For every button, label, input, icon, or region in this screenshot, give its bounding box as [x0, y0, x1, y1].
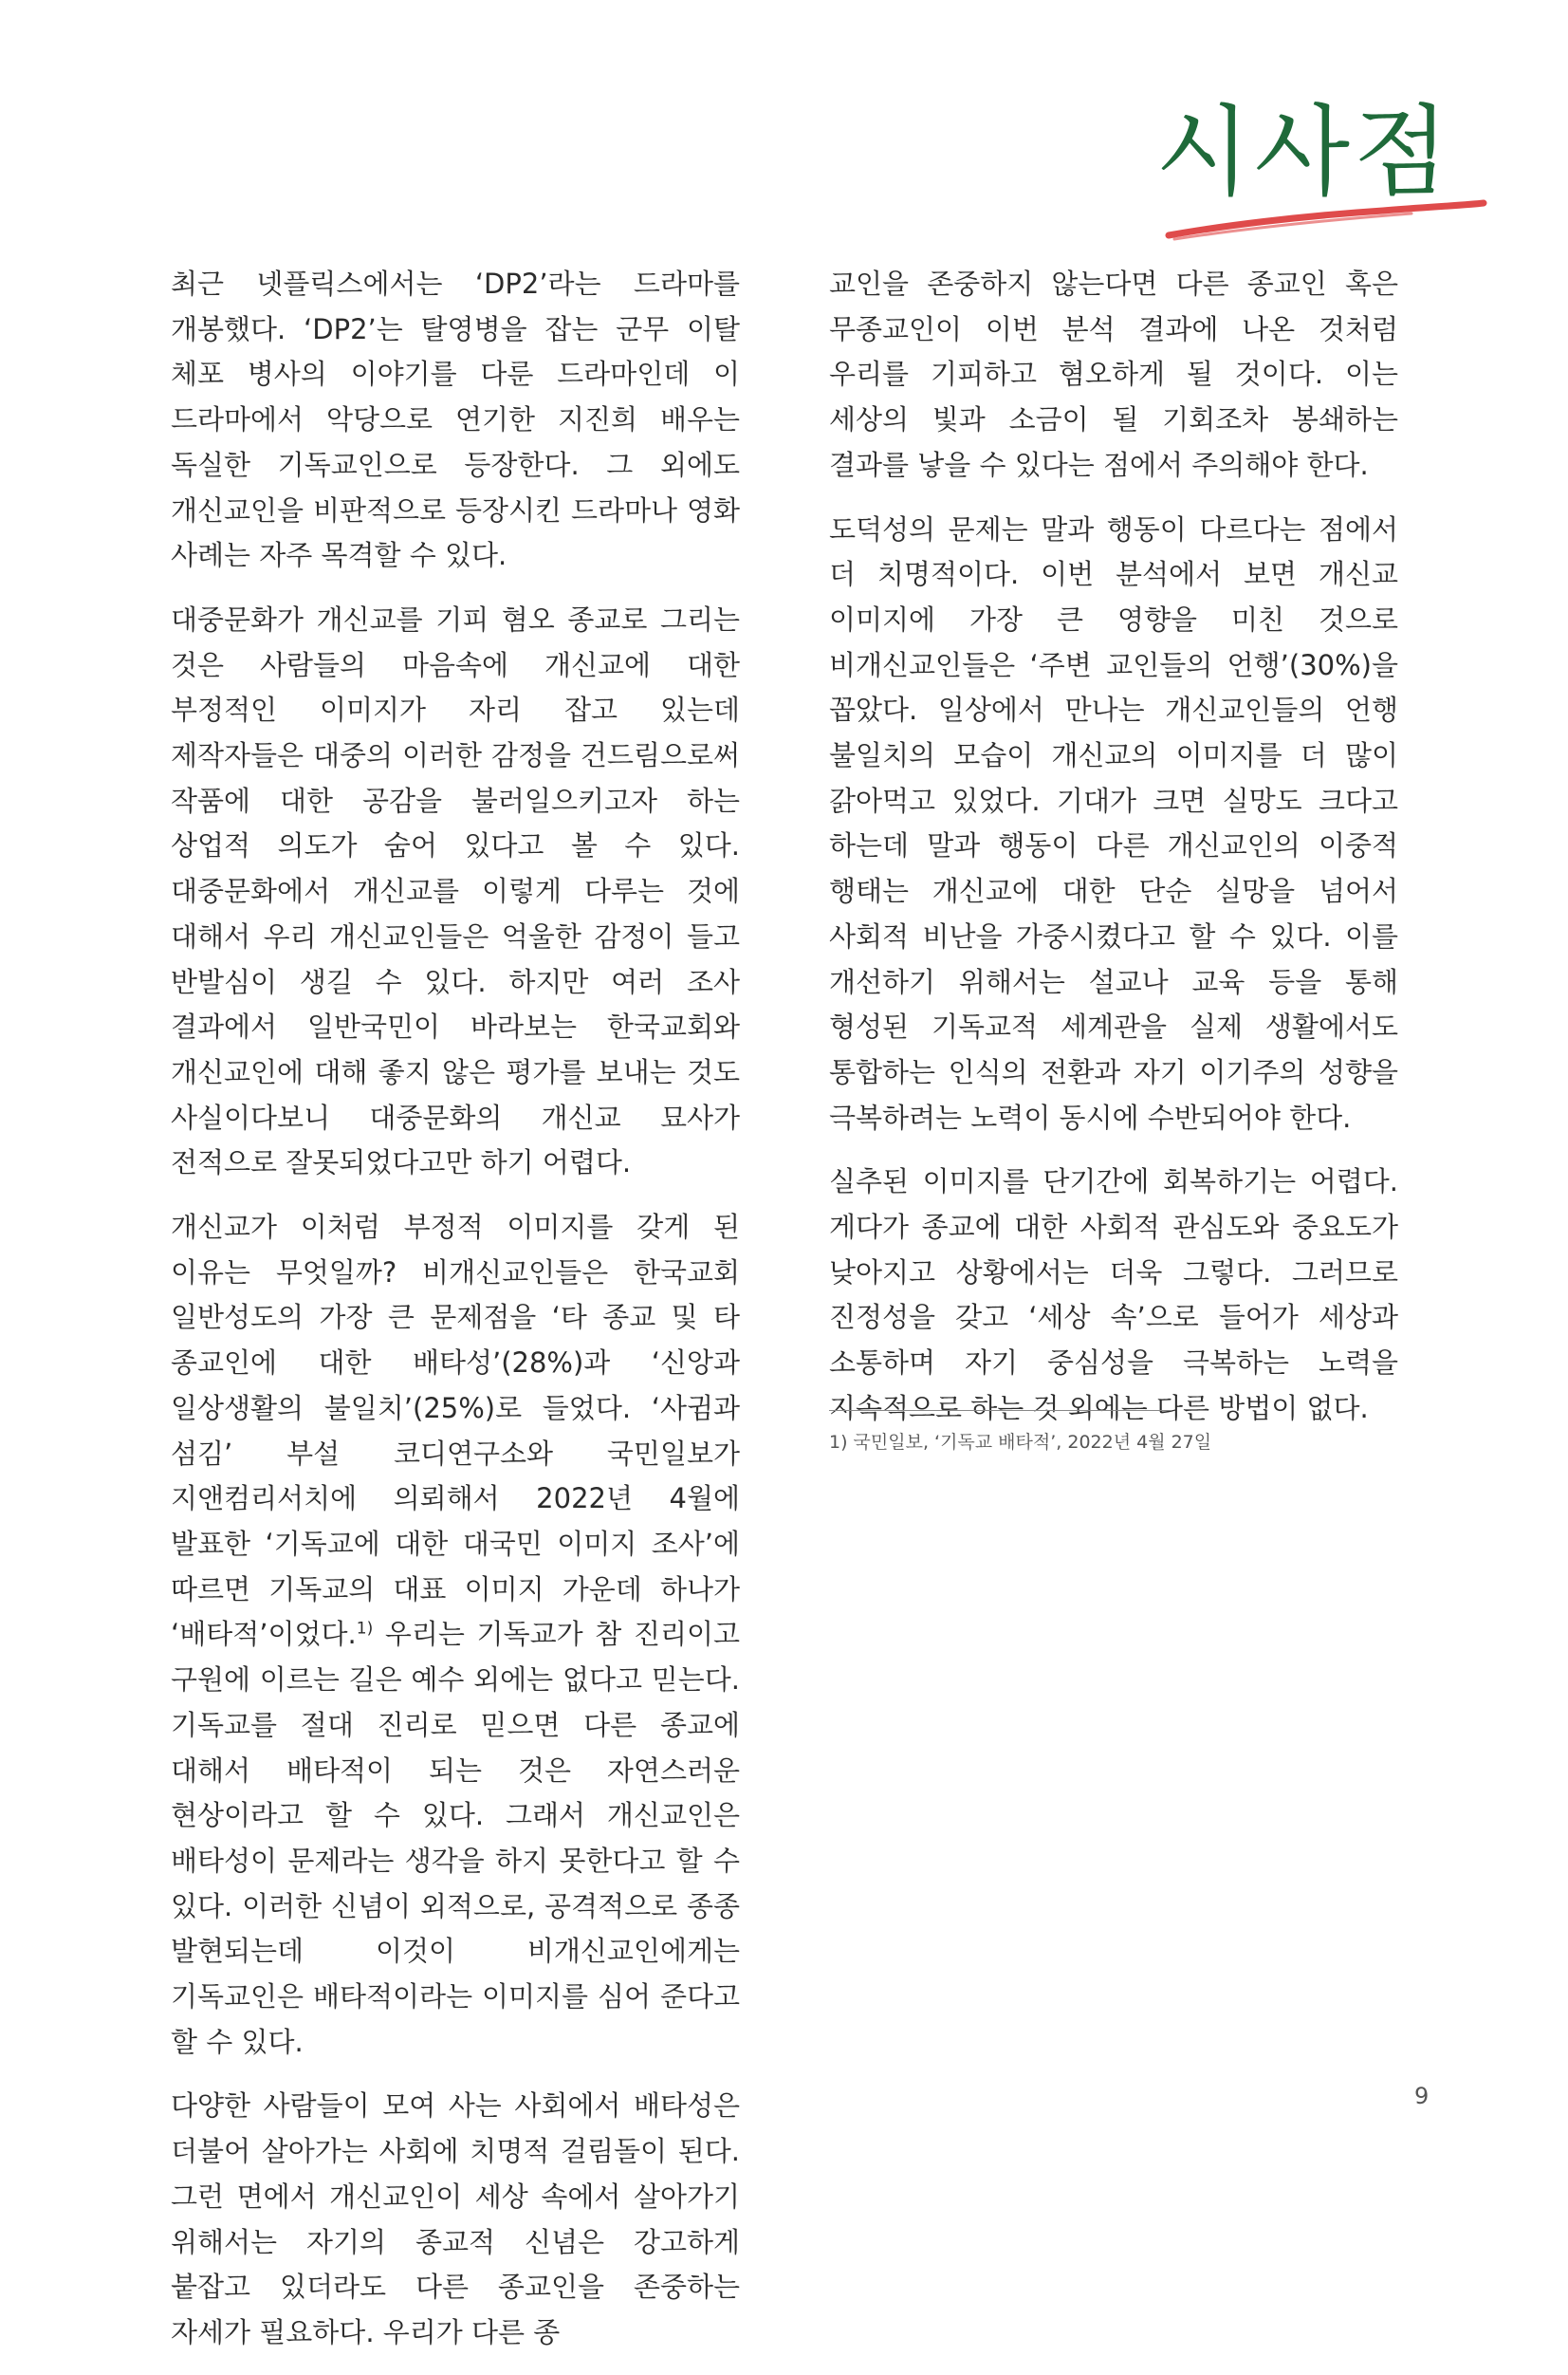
paragraph: [171, 1205, 740, 2065]
section-title: 시사점: [1155, 94, 1453, 210]
paragraph: 도덕성의 문제는 말과 행동이 다르다는 점에서 더 치명적이다. 이번 분석에서 보면 개신교 이미지에 가장 큰 영향을 미친 것으로 비개신교인들은 ‘주변 교인들의 언행’(30%)을 꼽았다. 일상에서 만나는 개신교인들의 언행 불일치의 모습이 개신교의 이미지를 더 많이 갉아먹고 있었다. 기대가 크면 실망도 크다고 하는데 말과 행동이 다른 개신교인의 이중적 행태는 개신교에 대한 단순 실망을 넘어서 사회적 비난을 가중시켰다고 할 수 있다. 이를 개선하기 위해서는 설교나 교육 등을 통해 형성된 기독교적 세계관을 실제 생활에서도 통합하는 인식의 전환과 자기 이기주의 성향을 극복하려는 노력이 동시에 수반되어야 한다.: [829, 512, 1398, 1134]
footnote: 1) 국민일보, ‘기독교 배타적’, 2022년 4월 27일: [829, 1432, 1212, 1453]
right-column: [829, 262, 1398, 1451]
paragraph: 실추된 이미지를 단기간에 회복하기는 어렵다. 게다가 종교에 대한 사회적 관심도와 중요도가 낮아지고 상황에서는 더욱 그렇다. 그러므로 진정성을 갖고 ‘세상 속’으로 들어가 세상과 소통하며 자기 중심성을 극복하는 노력을 지속적으로 하는 것 외에는 다른 방법이 없다.: [829, 1165, 1398, 1424]
paragraph: 대중문화가 개신교를 기피 혐오 종교로 그리는 것은 사람들의 마음속에 개신교에 대한 부정적인 이미지가 자리 잡고 있는데 제작자들은 대중의 이러한 감정을 건드림으로써 작품에 대한 공감을 불러일으키고자 하는 상업적 의도가 숨어 있다고 볼 수 있다. 대중문화에서 개신교를 이렇게 다루는 것에 대해서 우리 개신교인들은 억울한 감정이 들고 반발심이 생길 수 있다. 하지만 여러 조사 결과에서 일반국민이 바라보는 한국교회와 개신교인에 대해 좋지 않은 평가를 보내는 것도 사실이다보니 대중문화의 개신교 묘사가 전적으로 잘못되었다고만 하기 어렵다.: [171, 603, 740, 1179]
left-column: [171, 262, 740, 2375]
paragraph: 교인을 존중하지 않는다면 다른 종교인 혹은 무종교인이 이번 분석 결과에 나온 것처럼 우리를 기피하고 혐오하게 될 것이다. 이는 세상의 빛과 소금이 될 기회조차 봉쇄하는 결과를 낳을 수 있다는 점에서 주의해야 한다.: [829, 268, 1398, 481]
paragraph-text: 우리는 기독교가 참 진리이고 구원에 이르는 길은 예수 외에는 없다고 믿는다. 기독교를 절대 진리로 믿으면 다른 종교에 대해서 배타적이 되는 것은 자연스러운 현상이라고 할 수 있다. 그래서 개신교인은 배타성이 문제라는 생각을 하지 못한다고 할 수 있다. 이러한 신념이 외적으로, 공격적으로 종종 발현되는데 이것이 비개신교인에게는 기독교인은 배타적이라는 이미지를 심어 준다고 할 수 있다.: [171, 1618, 740, 2058]
paragraph-text: 개신교가 이처럼 부정적 이미지를 갖게 된 이유는 무엇일까? 비개신교인들은 한국교회 일반성도의 가장 큰 문제점을 ‘타 종교 및 타 종교인에 대한 배타성’(28%)과 ‘신앙과 일상생활의 불일치’(25%)로 들었다. ‘사귐과 섬김’ 부설 코디연구소와 국민일보가 지앤컴리서치에 의뢰해서 2022년 4월에 발표한 ‘기독교에 대한 대국민 이미지 조사’에 따르면 기독교의 대표 이미지 가운데 하나가 ‘배타적’이었다.: [171, 1211, 740, 1651]
red-brush-underline: [1165, 197, 1487, 245]
page-number: 9: [1414, 2083, 1430, 2109]
paragraph: 다양한 사람들이 모여 사는 사회에서 배타성은 더불어 살아가는 사회에 치명적 걸림돌이 된다. 그런 면에서 개신교인이 세상 속에서 살아가기 위해서는 자기의 종교적 신념은 강고하게 붙잡고 있더라도 다른 종교인을 존중하는 자세가 필요하다. 우리가 다른 종: [171, 2089, 740, 2348]
footnote-divider: [829, 1410, 1171, 1411]
footnote-marker: 1): [356, 1619, 374, 1639]
paragraph: 최근 넷플릭스에서는 ‘DP2’라는 드라마를 개봉했다. ‘DP2’는 탈영병을 잡는 군무 이탈 체포 병사의 이야기를 다룬 드라마인데 이 드라마에서 악당으로 연기한 지진희 배우는 독실한 기독교인으로 등장한다. 그 외에도 개신교인을 비판적으로 등장시킨 드라마나 영화 사례는 자주 목격할 수 있다.: [171, 268, 740, 572]
